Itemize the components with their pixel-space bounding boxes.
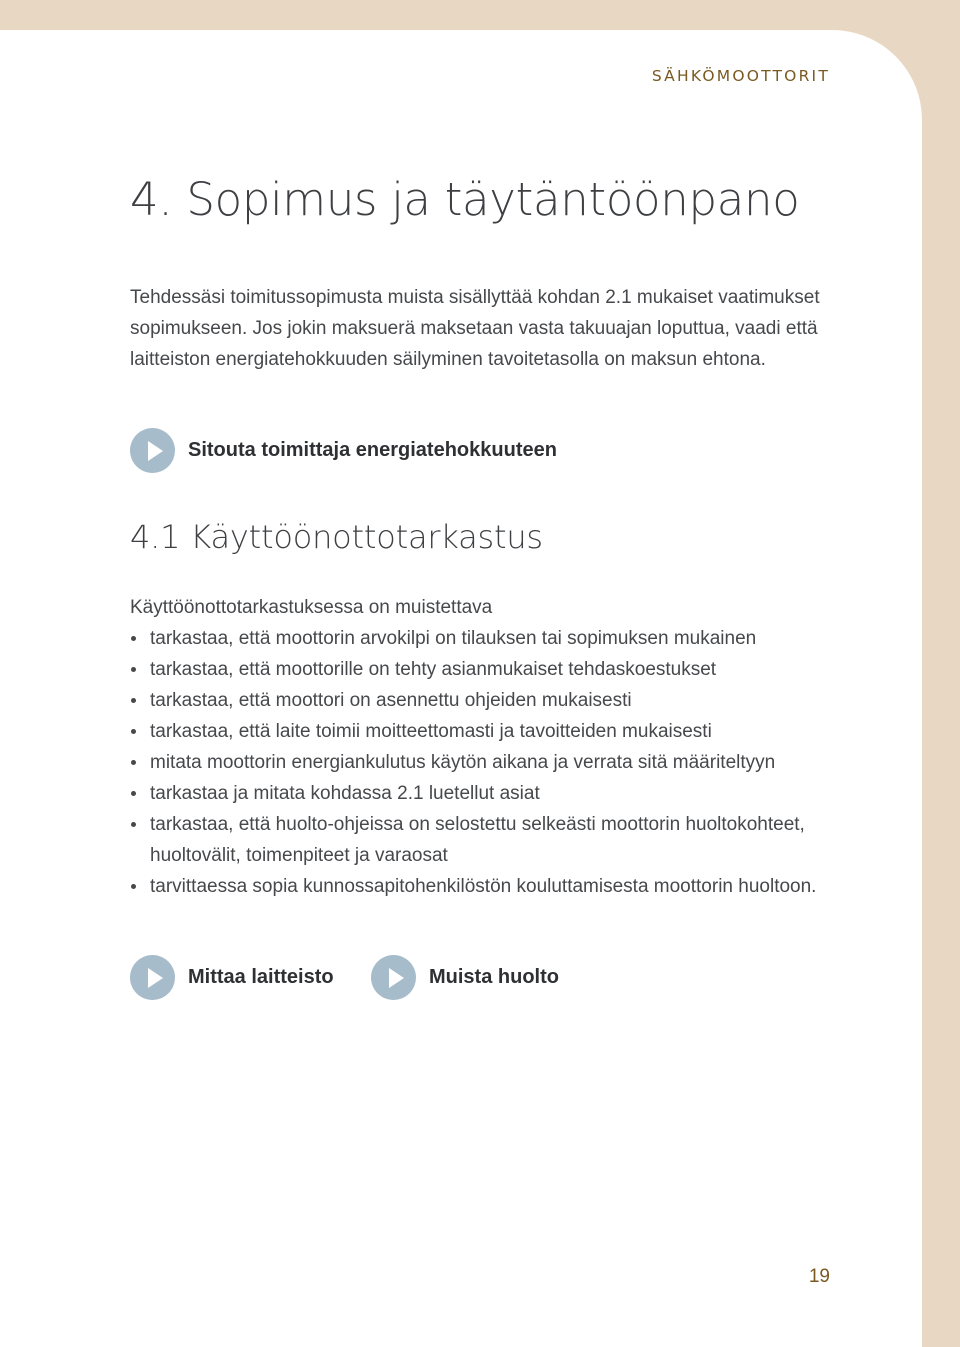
running-head: SÄHKÖMOOTTORIT bbox=[651, 67, 830, 85]
checklist-item: tarvittaessa sopia kunnossapitohenkilöstön kouluttamisesta moottorin huoltoon. bbox=[130, 871, 860, 902]
checklist-item: tarkastaa, että moottori on asennettu ohjeiden mukaisesti bbox=[130, 685, 860, 716]
play-circle-icon bbox=[130, 955, 175, 1000]
chapter-title: 4. Sopimus ja täytäntöönpano bbox=[130, 173, 800, 226]
callout-label: Sitouta toimittaja energiatehokkuuteen bbox=[188, 439, 557, 461]
play-circle-icon bbox=[371, 955, 416, 1000]
checklist-item: tarkastaa, että huolto-ohjeissa on selostettu selkeästi moottorin huoltokohteet, huoltovälit, toimenpiteet ja varaosat bbox=[130, 809, 860, 871]
checklist bbox=[130, 623, 860, 902]
callout-remember-maintenance bbox=[371, 955, 559, 1000]
section-title: 4.1 Käyttöönottotarkastus bbox=[130, 518, 543, 556]
checklist-item: mitata moottorin energiankulutus käytön aikana ja verrata sitä määriteltyyn bbox=[130, 747, 860, 778]
callout-label: Mittaa laitteisto bbox=[188, 966, 334, 988]
callout-commit-supplier bbox=[130, 428, 557, 473]
play-circle-icon bbox=[130, 428, 175, 473]
callout-label: Muista huolto bbox=[429, 966, 559, 988]
callout-measure-equipment bbox=[130, 955, 334, 1000]
checklist-intro: Käyttöönottotarkastuksessa on muistettava bbox=[130, 597, 493, 618]
page-number: 19 bbox=[808, 1266, 830, 1287]
checklist-item: tarkastaa ja mitata kohdassa 2.1 luetellut asiat bbox=[130, 778, 860, 809]
checklist-item: tarkastaa, että moottorin arvokilpi on tilauksen tai sopimuksen mukainen bbox=[130, 623, 860, 654]
chapter-intro-paragraph: Tehdessäsi toimitussopimusta muista sisällyttää kohdan 2.1 mukaiset vaatimukset sopimukseen. Jos jokin maksuerä maksetaan vasta takuuajan loputtua, vaadi että laitteiston energiatehokkuuden säilyminen tavoitetasolla on maksun ehtona. bbox=[130, 287, 820, 370]
checklist-item: tarkastaa, että laite toimii moitteettomasti ja tavoitteiden mukaisesti bbox=[130, 716, 860, 747]
checklist-item: tarkastaa, että moottorille on tehty asianmukaiset tehdaskoestukset bbox=[130, 654, 860, 685]
